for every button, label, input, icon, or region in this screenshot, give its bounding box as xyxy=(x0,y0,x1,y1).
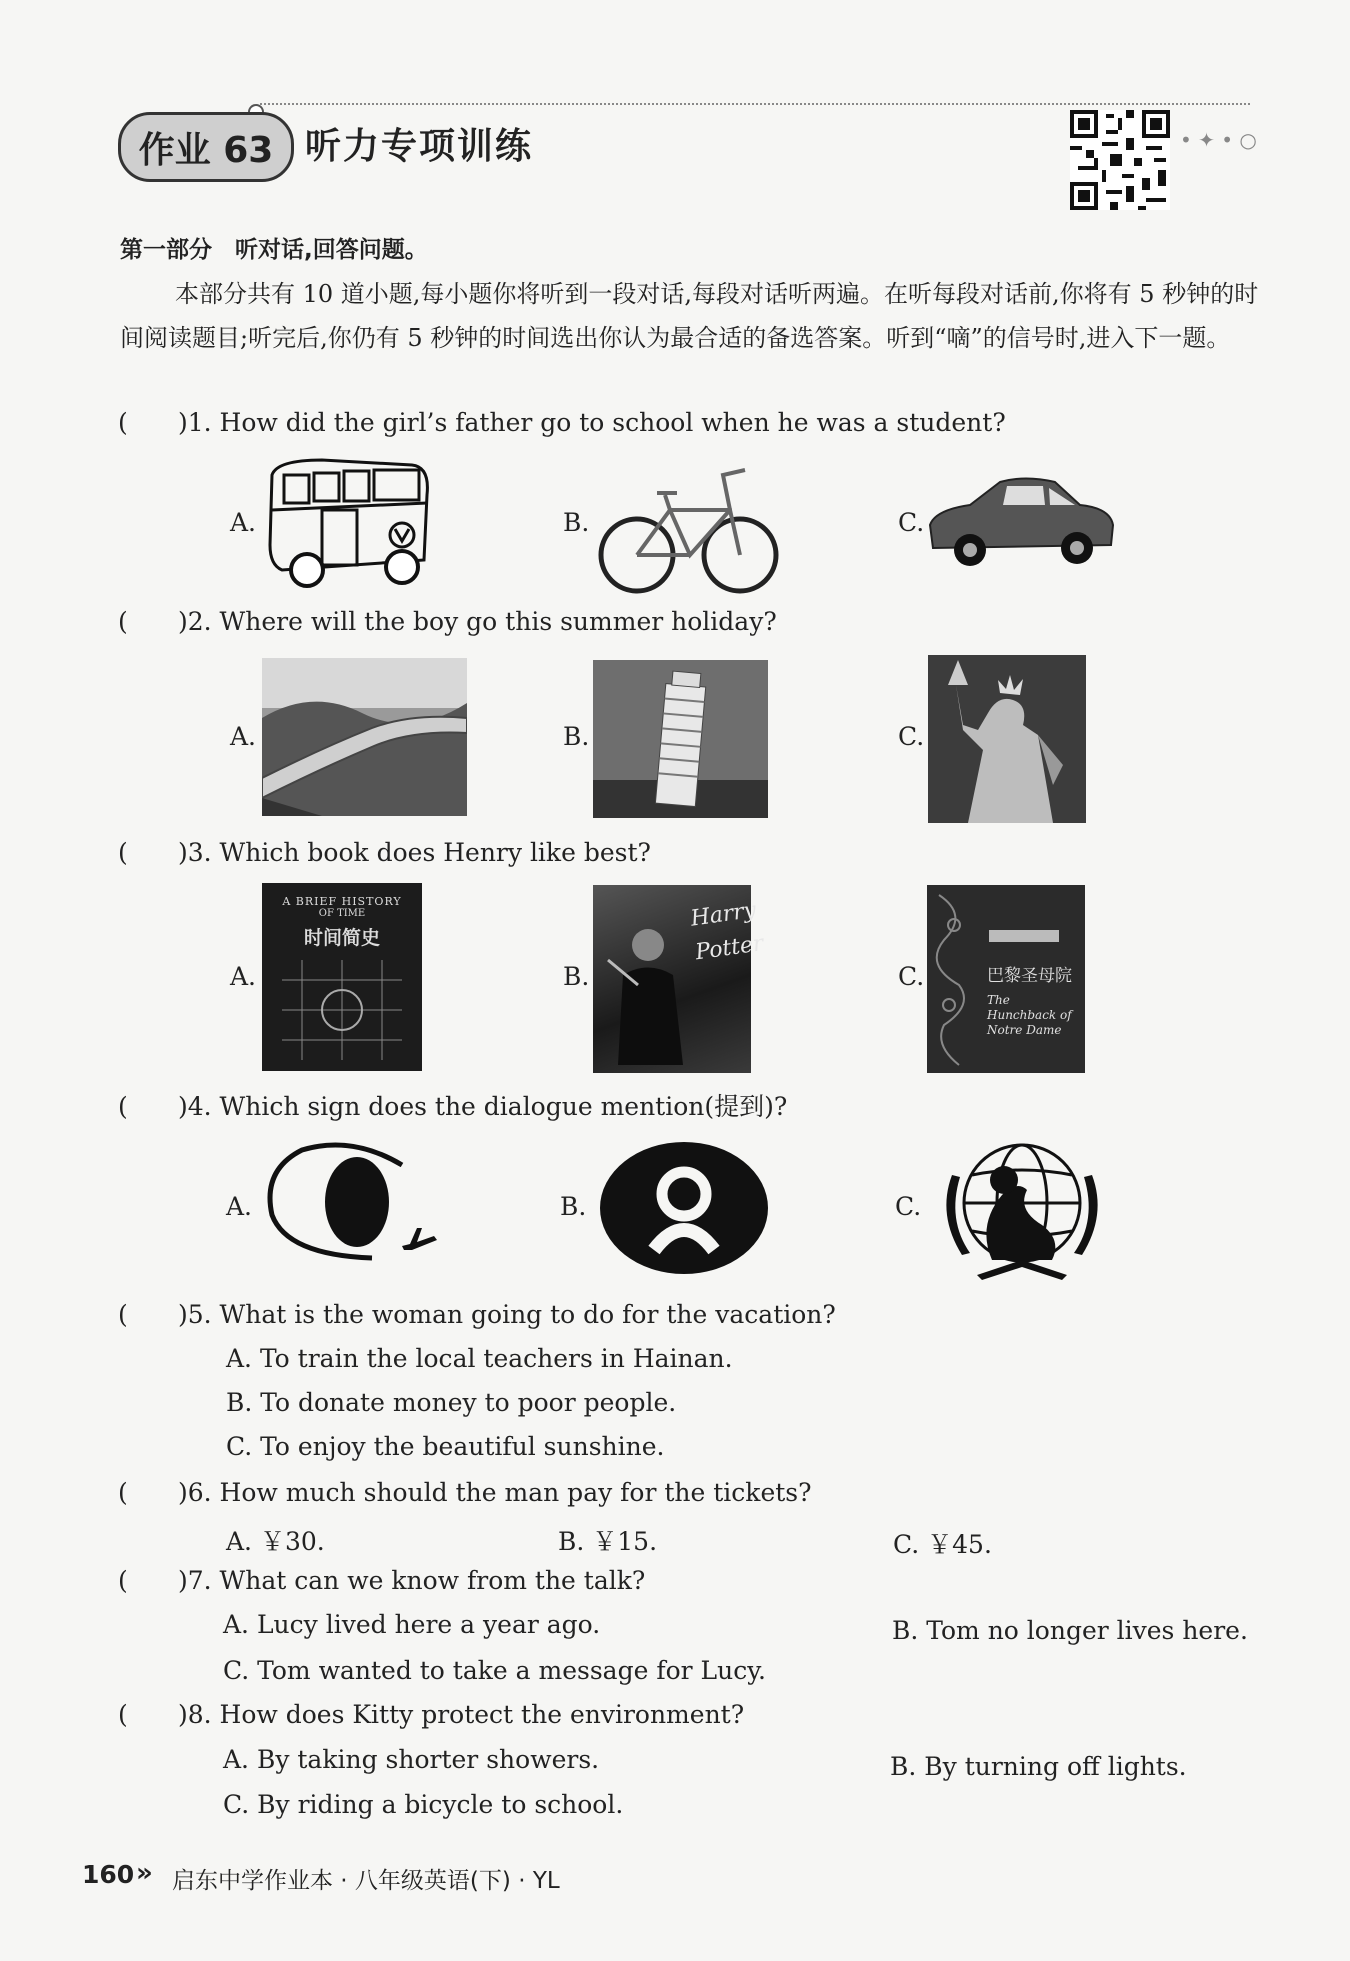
option-label-a: A. xyxy=(230,722,257,751)
question-text: )7. What can we know from the talk? xyxy=(178,1566,646,1595)
question-3: ( )3. Which book does Henry like best? xyxy=(118,838,651,867)
question-7: ( )7. What can we know from the talk? xyxy=(118,1566,646,1595)
question-4: ( )4. Which sign does the dialogue mention(提到)? xyxy=(118,1092,788,1121)
section-title: 第一部分 听对话,回答问题。 xyxy=(120,237,428,263)
option-label-c: C. xyxy=(898,508,925,537)
option-label-a: A. xyxy=(230,962,257,991)
choice-a[interactable]: A. Lucy lived here a year ago. xyxy=(223,1610,601,1639)
great-wall-photo[interactable] xyxy=(262,658,467,816)
page-number: 160 xyxy=(82,1860,135,1889)
footer-book-title: 启东中学作业本 · 八年级英语(下) · YL xyxy=(172,1868,560,1894)
question-text: )1. How did the girl’s father go to school when he was a student? xyxy=(178,408,1006,437)
option-label-c: C. xyxy=(898,962,925,991)
choice-a[interactable]: A. By taking shorter showers. xyxy=(223,1745,600,1774)
homework-badge: 作业 63 xyxy=(118,112,294,182)
question-text: )4. Which sign does the dialogue mention(提到)? xyxy=(178,1092,788,1121)
qr-code-icon[interactable] xyxy=(1070,110,1170,210)
option-label-a: A. xyxy=(226,1192,253,1221)
chevron-right-icon: » xyxy=(136,1858,153,1888)
choice-c[interactable]: C. ￥45. xyxy=(893,1530,992,1559)
question-5: ( )5. What is the woman going to do for the vacation? xyxy=(118,1300,836,1329)
book-cover-b[interactable]: Harry Potter xyxy=(593,885,751,1073)
question-8: ( )8. How does Kitty protect the environment? xyxy=(118,1700,745,1729)
option-label-b: B. xyxy=(563,508,590,537)
option-label-b: B. xyxy=(560,1192,587,1221)
wizard-figure-icon xyxy=(603,915,703,1065)
choice-c[interactable]: C. To enjoy the beautiful sunshine. xyxy=(226,1432,665,1461)
question-1: ( )1. How did the girl’s father go to school when he was a student? xyxy=(118,408,1006,437)
bus-icon[interactable] xyxy=(262,455,432,590)
question-6: ( )6. How much should the man pay for the tickets? xyxy=(118,1478,812,1507)
oxfam-sign-icon[interactable] xyxy=(598,1140,770,1277)
choice-b[interactable]: B. To donate money to poor people. xyxy=(226,1388,677,1417)
choice-a[interactable]: A. ￥30. xyxy=(226,1527,325,1556)
choice-b[interactable]: B. By turning off lights. xyxy=(890,1752,1187,1781)
unicef-sign-icon[interactable] xyxy=(932,1135,1112,1285)
option-label-a: A. xyxy=(230,508,257,537)
grid-pattern-icon xyxy=(282,960,402,1060)
question-2: ( )2. Where will the boy go this summer holiday? xyxy=(118,607,777,636)
question-text: )6. How much should the man pay for the tickets? xyxy=(178,1478,812,1507)
book-cover-a[interactable]: A BRIEF HISTORY OF TIME 时间简史 xyxy=(262,883,422,1071)
car-icon[interactable] xyxy=(925,470,1117,575)
option-label-c: C. xyxy=(898,722,925,751)
section-instructions: 本部分共有 10 道小题,每小题你将听到一段对话,每段对话听两遍。在听每段对话前,你将有 5 秒钟的时间阅读题目;听完后,你仍有 5 秒钟的时间选出你认为最合适的备选答案。听到“嘀”的信号时,进入下一题。 xyxy=(120,280,1259,352)
choice-a[interactable]: A. To train the local teachers in Hainan. xyxy=(226,1344,733,1373)
page-title: 听力专项训练 xyxy=(305,126,534,167)
eye-plane-sign-icon[interactable] xyxy=(262,1140,442,1265)
question-text: )2. Where will the boy go this summer holiday? xyxy=(178,607,777,636)
question-text: )3. Which book does Henry like best? xyxy=(178,838,651,867)
sparkle-icon: • ✦ • ○ xyxy=(1180,128,1257,152)
option-label-b: B. xyxy=(563,722,590,751)
choice-c[interactable]: C. By riding a bicycle to school. xyxy=(223,1790,624,1819)
leaning-tower-photo[interactable] xyxy=(593,660,768,818)
ornament-icon xyxy=(929,885,979,1073)
bicycle-icon[interactable] xyxy=(595,455,780,595)
book-cover-c[interactable]: 巴黎圣母院 The Hunchback of Notre Dame xyxy=(927,885,1085,1073)
option-label-c: C. xyxy=(895,1192,922,1221)
choice-b[interactable]: B. Tom no longer lives here. xyxy=(892,1616,1248,1645)
book-label-band xyxy=(989,930,1059,942)
option-label-b: B. xyxy=(563,962,590,991)
choice-b[interactable]: B. ￥15. xyxy=(558,1527,658,1556)
question-text: )5. What is the woman going to do for the vacation? xyxy=(178,1300,836,1329)
choice-c[interactable]: C. Tom wanted to take a message for Lucy. xyxy=(223,1656,766,1685)
question-text: )8. How does Kitty protect the environment? xyxy=(178,1700,745,1729)
statue-of-liberty-photo[interactable] xyxy=(928,655,1086,823)
